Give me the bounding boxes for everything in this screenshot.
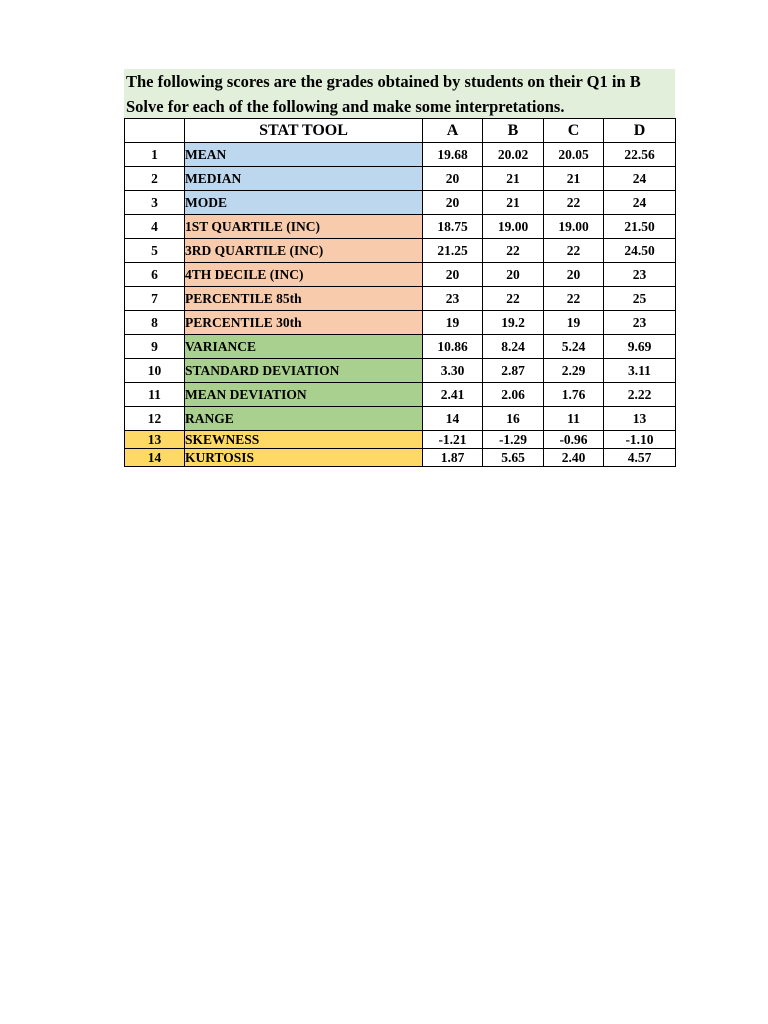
value-cell-a: 14 [423, 407, 483, 431]
value-cell-a: 20 [423, 191, 483, 215]
stat-name-cell: MEAN DEVIATION [185, 383, 423, 407]
value-cell-d: 13 [604, 407, 676, 431]
row-number-cell: 5 [125, 239, 185, 263]
header-cell-a: A [423, 119, 483, 143]
value-cell-d: 24 [604, 167, 676, 191]
value-cell-c: 22 [544, 239, 604, 263]
value-cell-c: 1.76 [544, 383, 604, 407]
stat-name-cell: PERCENTILE 30th [185, 311, 423, 335]
instructions-line-1: The following scores are the grades obtained by students on their Q1 in B [126, 72, 641, 91]
row-number-cell: 10 [125, 359, 185, 383]
value-cell-c: 20.05 [544, 143, 604, 167]
value-cell-c: 21 [544, 167, 604, 191]
value-cell-d: 24 [604, 191, 676, 215]
value-cell-c: 19.00 [544, 215, 604, 239]
value-cell-a: 18.75 [423, 215, 483, 239]
instructions-banner [124, 69, 675, 118]
stat-name-cell: MODE [185, 191, 423, 215]
value-cell-a: 23 [423, 287, 483, 311]
value-cell-c: 19 [544, 311, 604, 335]
table-row [125, 311, 676, 335]
value-cell-b: 20.02 [483, 143, 544, 167]
value-cell-b: 16 [483, 407, 544, 431]
header-cell-b: B [483, 119, 544, 143]
stat-name-cell: STANDARD DEVIATION [185, 359, 423, 383]
row-number-cell: 12 [125, 407, 185, 431]
table-row [125, 167, 676, 191]
value-cell-a: 3.30 [423, 359, 483, 383]
table-row [125, 359, 676, 383]
row-number-cell: 9 [125, 335, 185, 359]
value-cell-a: 19 [423, 311, 483, 335]
value-cell-c: 11 [544, 407, 604, 431]
table-row [125, 143, 676, 167]
value-cell-a: 1.87 [423, 449, 483, 467]
value-cell-b: -1.29 [483, 431, 544, 449]
value-cell-a: 2.41 [423, 383, 483, 407]
value-cell-c: -0.96 [544, 431, 604, 449]
value-cell-b: 5.65 [483, 449, 544, 467]
stat-name-cell: MEAN [185, 143, 423, 167]
table-row [125, 431, 676, 449]
value-cell-d: 21.50 [604, 215, 676, 239]
value-cell-d: 3.11 [604, 359, 676, 383]
value-cell-d: 25 [604, 287, 676, 311]
stat-name-cell: 3RD QUARTILE (INC) [185, 239, 423, 263]
row-number-cell: 11 [125, 383, 185, 407]
value-cell-d: -1.10 [604, 431, 676, 449]
stat-name-cell: MEDIAN [185, 167, 423, 191]
stat-name-cell: RANGE [185, 407, 423, 431]
stat-name-cell: 1ST QUARTILE (INC) [185, 215, 423, 239]
row-number-cell: 8 [125, 311, 185, 335]
row-number-cell: 2 [125, 167, 185, 191]
table-header-row [125, 119, 676, 143]
value-cell-b: 2.87 [483, 359, 544, 383]
value-cell-c: 20 [544, 263, 604, 287]
row-number-cell: 3 [125, 191, 185, 215]
table-row [125, 215, 676, 239]
value-cell-a: 20 [423, 167, 483, 191]
value-cell-a: 19.68 [423, 143, 483, 167]
table-row [125, 407, 676, 431]
row-number-cell: 13 [125, 431, 185, 449]
value-cell-b: 20 [483, 263, 544, 287]
value-cell-b: 19.00 [483, 215, 544, 239]
row-number-cell: 6 [125, 263, 185, 287]
row-number-cell: 1 [125, 143, 185, 167]
table-row [125, 449, 676, 467]
table-row [125, 335, 676, 359]
value-cell-b: 22 [483, 287, 544, 311]
header-cell-stat-tool: STAT TOOL [185, 119, 423, 143]
row-number-cell: 14 [125, 449, 185, 467]
value-cell-a: 10.86 [423, 335, 483, 359]
table-row [125, 383, 676, 407]
stat-name-cell: VARIANCE [185, 335, 423, 359]
value-cell-d: 22.56 [604, 143, 676, 167]
value-cell-c: 5.24 [544, 335, 604, 359]
table-body [125, 143, 676, 467]
value-cell-b: 22 [483, 239, 544, 263]
stat-name-cell: PERCENTILE 85th [185, 287, 423, 311]
value-cell-d: 24.50 [604, 239, 676, 263]
row-number-cell: 7 [125, 287, 185, 311]
value-cell-c: 22 [544, 191, 604, 215]
value-cell-a: -1.21 [423, 431, 483, 449]
value-cell-a: 20 [423, 263, 483, 287]
value-cell-a: 21.25 [423, 239, 483, 263]
stat-name-cell: SKEWNESS [185, 431, 423, 449]
stat-name-cell: 4TH DECILE (INC) [185, 263, 423, 287]
value-cell-d: 23 [604, 311, 676, 335]
value-cell-b: 19.2 [483, 311, 544, 335]
table-row [125, 191, 676, 215]
value-cell-d: 2.22 [604, 383, 676, 407]
header-cell-c: C [544, 119, 604, 143]
table-row [125, 239, 676, 263]
header-cell-number [125, 119, 185, 143]
row-number-cell: 4 [125, 215, 185, 239]
value-cell-d: 23 [604, 263, 676, 287]
value-cell-c: 22 [544, 287, 604, 311]
header-cell-d: D [604, 119, 676, 143]
value-cell-c: 2.29 [544, 359, 604, 383]
value-cell-b: 8.24 [483, 335, 544, 359]
table-row [125, 263, 676, 287]
stat-name-cell: KURTOSIS [185, 449, 423, 467]
value-cell-b: 21 [483, 167, 544, 191]
stat-tool-table [124, 118, 676, 467]
value-cell-b: 2.06 [483, 383, 544, 407]
instructions-line-2: Solve for each of the following and make some interpretations. [126, 97, 565, 116]
value-cell-c: 2.40 [544, 449, 604, 467]
value-cell-b: 21 [483, 191, 544, 215]
value-cell-d: 4.57 [604, 449, 676, 467]
value-cell-d: 9.69 [604, 335, 676, 359]
table-row [125, 287, 676, 311]
